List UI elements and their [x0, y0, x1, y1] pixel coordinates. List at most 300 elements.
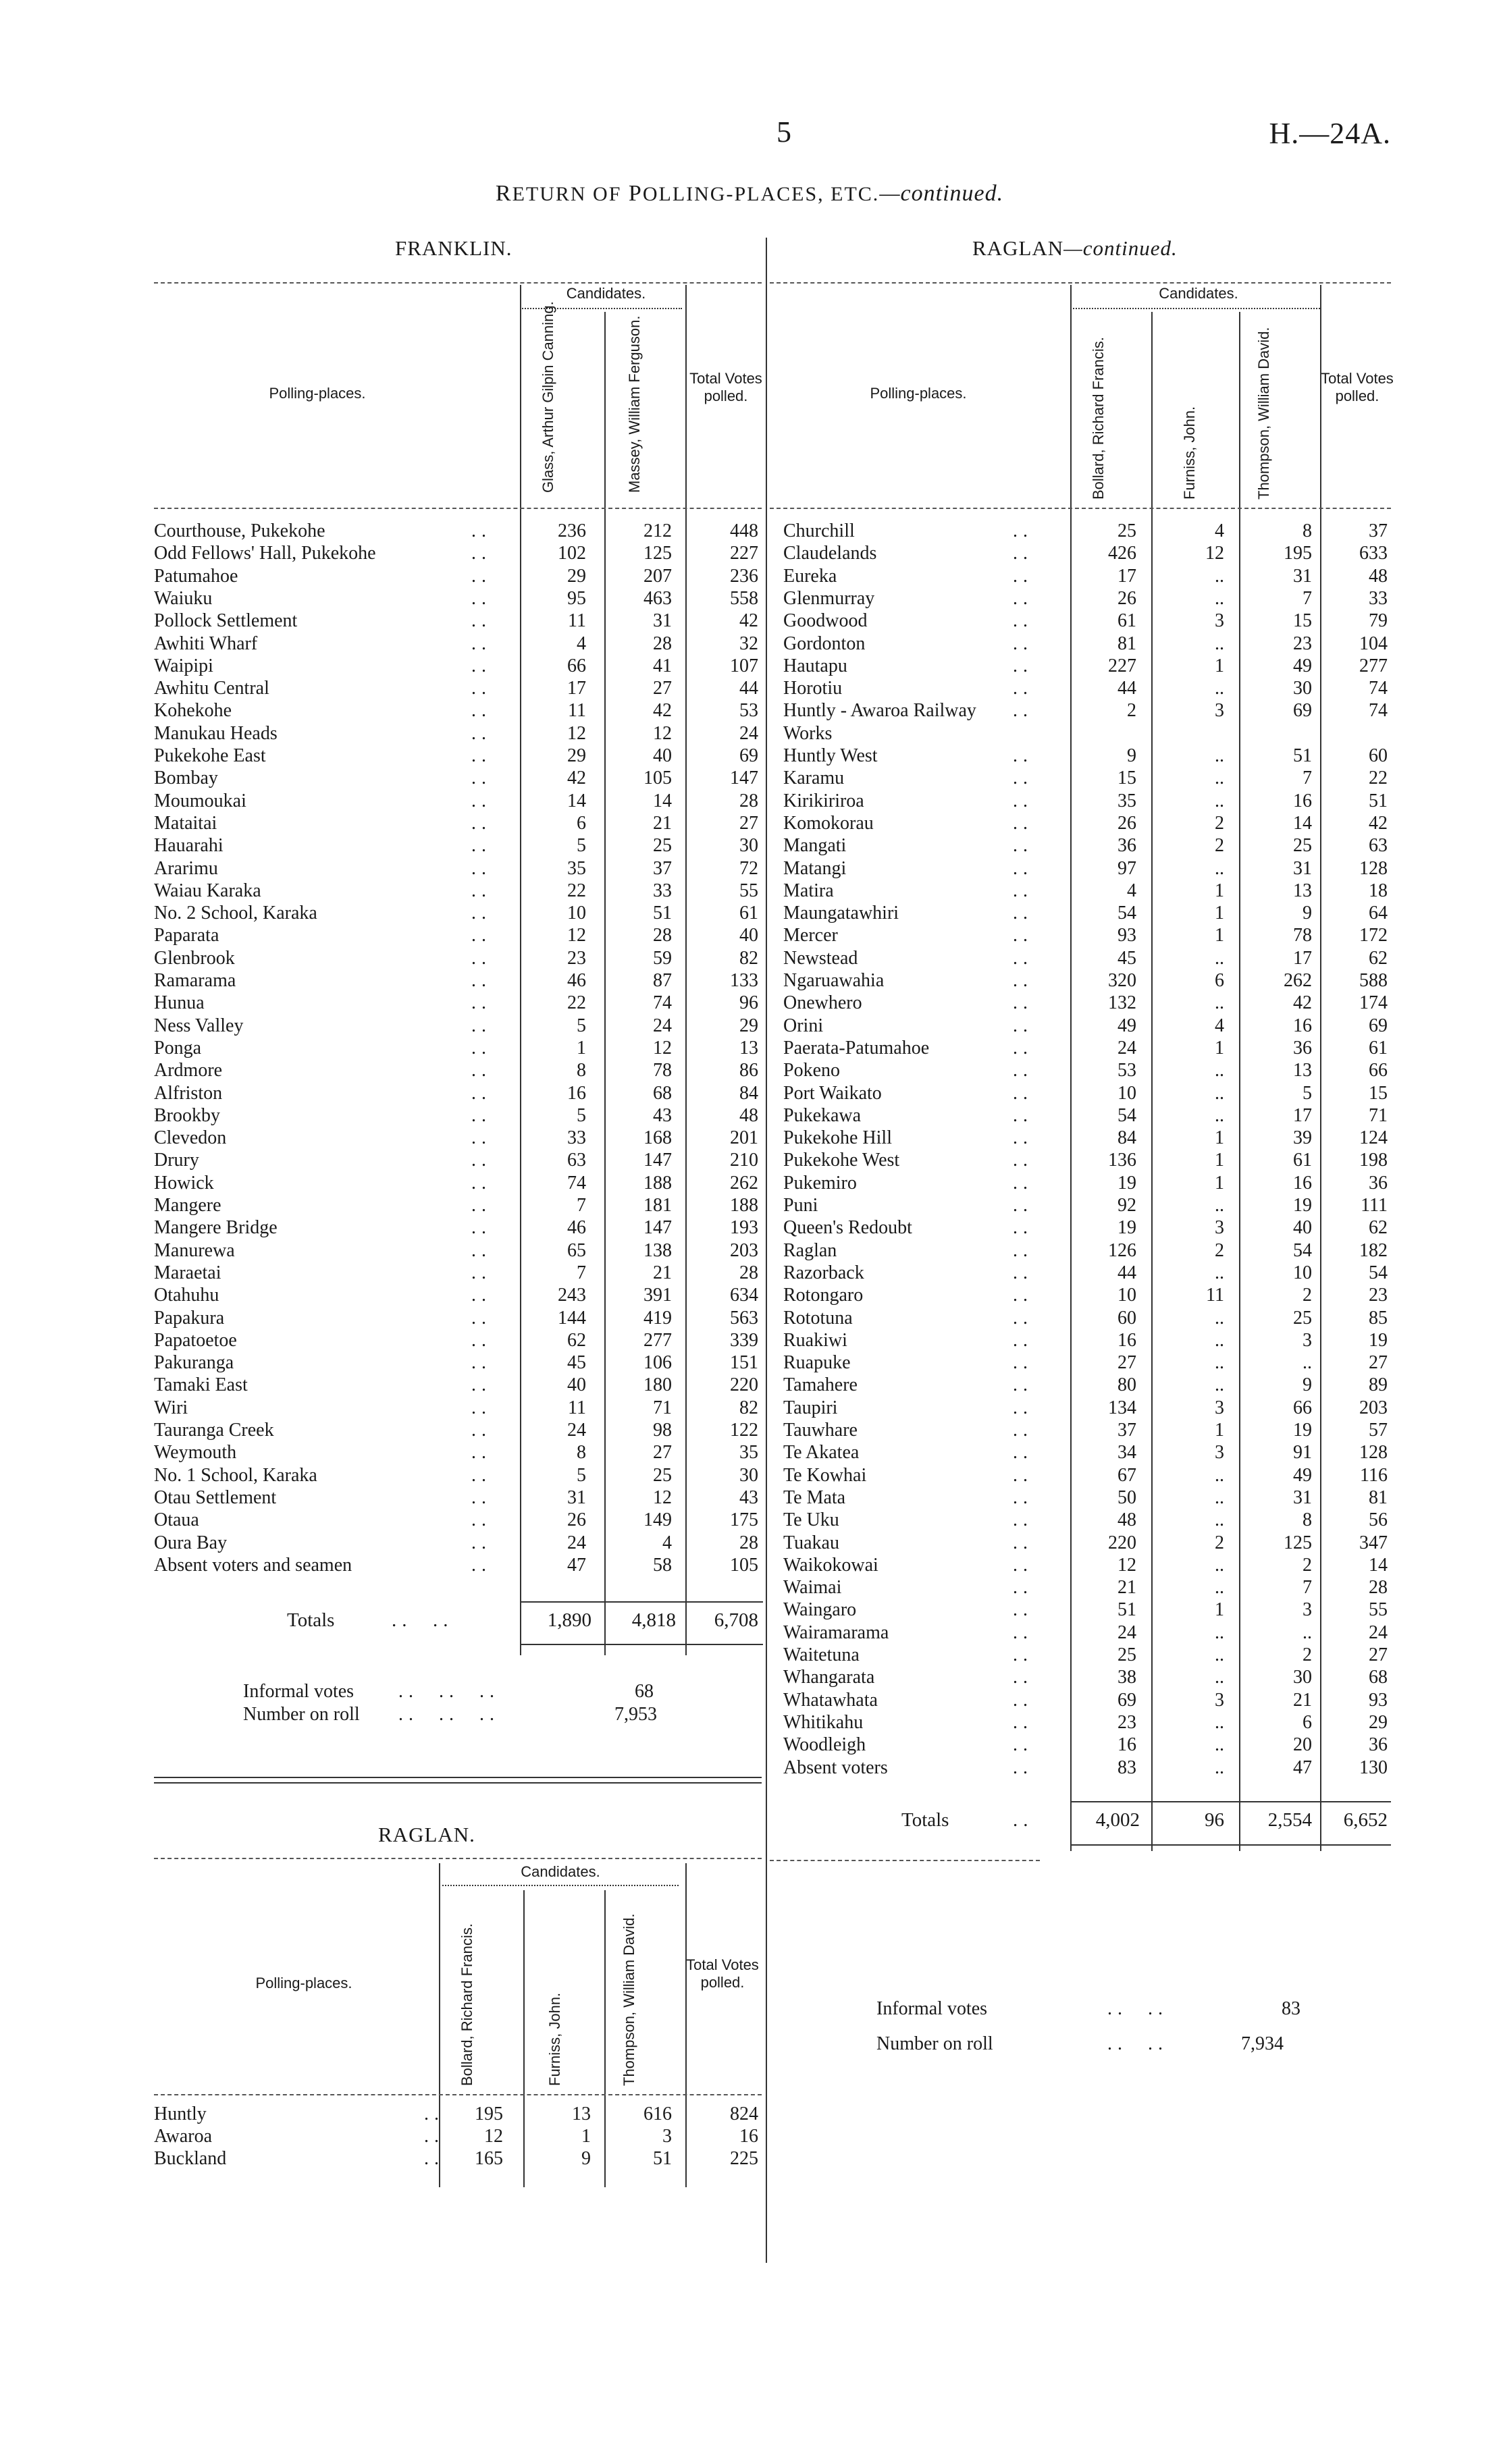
raglan-cont-cell-bollard: 44 — [1117, 1262, 1136, 1283]
franklin-row — [154, 542, 762, 564]
franklin-cell-glass: 236 — [558, 520, 586, 541]
raglan-cont-cell-furniss: 1 — [1215, 1037, 1224, 1059]
franklin-row — [154, 1059, 762, 1081]
raglan-cont-cell-furniss: .. — [1215, 1464, 1224, 1486]
franklin-polling-place: Clevedon — [154, 1127, 227, 1149]
raglan-cont-row — [783, 834, 1391, 857]
raglan-cont-cell-total: 128 — [1359, 1442, 1388, 1464]
raglan-cont-cell-total: 60 — [1369, 745, 1388, 766]
raglan-cont-header-rule — [770, 508, 1391, 509]
raglan-cont-cell-thompson: 25 — [1293, 835, 1312, 857]
raglan-cont-cell-bollard: 26 — [1117, 587, 1136, 609]
franklin-cell-massey: 180 — [643, 1374, 672, 1396]
franklin-polling-place: Moumoukai — [154, 790, 246, 811]
raglan-cont-polling-place: Matira — [783, 880, 834, 901]
raglan-cont-cell-furniss: 1 — [1215, 1127, 1224, 1149]
franklin-cell-glass: 46 — [567, 970, 586, 991]
raglan-cont-cell-bollard: 24 — [1117, 1622, 1136, 1643]
raglan-cont-polling-place: Raglan — [783, 1239, 837, 1261]
raglan-cont-cell-bollard: 81 — [1117, 633, 1136, 654]
franklin-cell-total: 30 — [739, 835, 758, 857]
franklin-cell-massey: 37 — [653, 857, 672, 879]
raglan-cont-cell-total: 116 — [1360, 1464, 1388, 1486]
raglan-cont-cell-thompson: 49 — [1293, 1464, 1312, 1486]
raglan-cont-cell-furniss: .. — [1215, 1554, 1224, 1576]
franklin-polling-place: Otau Settlement — [154, 1487, 277, 1508]
raglan-cont-row — [783, 542, 1391, 564]
franklin-candidate-glass: Glass, Arthur Gilpin Canning. — [540, 301, 556, 493]
franklin-cell-massey: 181 — [643, 1195, 672, 1216]
franklin-cell-total: 188 — [730, 1195, 758, 1216]
raglan-cont-leader-dots: .. — [1013, 1060, 1033, 1081]
raglan-cont-polling-place: Tuakau — [783, 1532, 839, 1553]
raglan-cont-cell-furniss: .. — [1215, 1734, 1224, 1756]
raglan-cont-row — [783, 1509, 1391, 1531]
franklin-row — [154, 722, 762, 745]
raglan-cont-cell-furniss: .. — [1215, 1374, 1224, 1396]
raglan-cont-row — [783, 1734, 1391, 1756]
raglan-cont-totals-top-rule — [1070, 1801, 1391, 1802]
raglan-cont-cell-bollard: 34 — [1117, 1442, 1136, 1464]
raglan-cont-cell-furniss: 1 — [1215, 880, 1224, 901]
raglan-cont-cell-thompson: 2 — [1303, 1554, 1312, 1576]
raglan-cont-polling-place: Claudelands — [783, 543, 877, 564]
raglan-cont-row — [783, 1666, 1391, 1688]
raglan-cont-polling-place: Hautapu — [783, 655, 847, 676]
franklin-cell-massey: 27 — [653, 1442, 672, 1464]
franklin-leader-dots: .. — [471, 655, 492, 676]
raglan-cont-cell-bollard: 54 — [1117, 1104, 1136, 1126]
franklin-polling-place: No. 1 School, Karaka — [154, 1464, 317, 1486]
raglan-cont-row — [783, 1194, 1391, 1216]
franklin-cell-massey: 419 — [643, 1307, 672, 1329]
franklin-cell-glass: 11 — [568, 1397, 586, 1418]
franklin-cell-total: 84 — [739, 1082, 758, 1104]
raglan-cont-cell-total: 68 — [1369, 1667, 1388, 1688]
franklin-leader-dots: .. — [471, 1442, 492, 1464]
raglan-cont-cell-bollard: 25 — [1117, 520, 1136, 541]
raglan-cont-cell-thompson: 78 — [1293, 925, 1312, 946]
franklin-cell-massey: 98 — [653, 1420, 672, 1441]
franklin-cell-total: 61 — [739, 903, 758, 924]
raglan-cont-cell-furniss: .. — [1215, 1622, 1224, 1643]
raglan-cont-polling-place: Tamahere — [783, 1374, 858, 1396]
raglan-cell-thompson: 51 — [653, 2148, 672, 2169]
raglan-cont-leader-dots: .. — [1013, 1397, 1033, 1418]
franklin-leader-dots: .. — [471, 1150, 492, 1171]
raglan-cont-cell-furniss: .. — [1215, 1509, 1224, 1531]
raglan-cont-cell-total: 62 — [1369, 1217, 1388, 1239]
franklin-row — [154, 1149, 762, 1171]
raglan-cont-cell-furniss: 12 — [1205, 543, 1224, 564]
raglan-cont-total-thompson: 2,554 — [1267, 1809, 1312, 1831]
raglan-cont-cell-thompson: .. — [1303, 1622, 1312, 1643]
raglan-cont-leader-dots: .. — [1013, 1711, 1033, 1733]
franklin-polling-place: Alfriston — [154, 1082, 223, 1104]
raglan-cont-cell-thompson: 36 — [1293, 1037, 1312, 1059]
franklin-roll-label: Number on roll — [243, 1704, 360, 1725]
franklin-cell-glass: 65 — [567, 1239, 586, 1261]
raglan-cont-cell-thompson: .. — [1303, 1352, 1312, 1374]
raglan-cont-polling-place: Pukekawa — [783, 1104, 862, 1126]
franklin-polling-place: Mangere Bridge — [154, 1217, 278, 1239]
franklin-cell-total: 55 — [739, 880, 758, 901]
raglan-cont-leader-dots: .. — [1013, 1734, 1033, 1756]
raglan-cont-row — [783, 1104, 1391, 1127]
raglan-cont-cell-total: 174 — [1359, 992, 1388, 1014]
raglan-cont-leader-dots: .. — [1013, 812, 1033, 834]
raglan-cont-cell-furniss: .. — [1215, 947, 1224, 969]
franklin-leader-dots: .. — [471, 1307, 492, 1329]
raglan-cont-cell-furniss: .. — [1215, 1329, 1224, 1351]
raglan-cont-total-bollard: 4,002 — [1095, 1809, 1140, 1831]
franklin-candidates-header: Candidates. — [566, 285, 646, 302]
franklin-polling-place: Patumahoe — [154, 565, 238, 587]
franklin-roll-value: 7,953 — [614, 1704, 657, 1725]
raglan-cont-cell-total: 54 — [1369, 1262, 1388, 1283]
raglan-cont-cell-total: 33 — [1369, 587, 1388, 609]
franklin-leader-dots: .. — [471, 1127, 492, 1149]
raglan-cont-cell-furniss: .. — [1215, 790, 1224, 811]
franklin-cell-glass: 243 — [558, 1285, 586, 1306]
raglan-cont-cell-furniss: 11 — [1206, 1285, 1224, 1306]
raglan-cont-polling-place: Goodwood — [783, 610, 868, 632]
raglan-cell-total: 824 — [730, 2104, 758, 2124]
raglan-cont-cell-bollard: 44 — [1117, 678, 1136, 699]
franklin-cell-glass: 8 — [577, 1442, 586, 1464]
raglan-candidates-rule — [439, 1885, 679, 1886]
raglan-leader-dots: .. — [424, 2104, 444, 2124]
raglan-cell-bollard: 195 — [475, 2104, 503, 2124]
franklin-row — [154, 1307, 762, 1329]
franklin-cell-massey: 138 — [643, 1239, 672, 1261]
raglan-candidates-header: Candidates. — [521, 1863, 600, 1880]
franklin-cell-glass: 5 — [577, 1464, 586, 1486]
raglan-cont-row — [783, 1059, 1391, 1081]
raglan-cont-cell-bollard: 220 — [1108, 1532, 1136, 1553]
raglan-cont-cell-total: 111 — [1361, 1195, 1388, 1216]
raglan-cont-total-furniss: 96 — [1205, 1809, 1224, 1831]
raglan-cont-polling-place: Works — [783, 722, 833, 744]
franklin-cell-glass: 7 — [577, 1262, 586, 1283]
raglan-cont-cell-total: 347 — [1359, 1532, 1388, 1553]
franklin-row — [154, 1509, 762, 1531]
raglan-cont-cell-bollard: 15 — [1117, 768, 1136, 789]
raglan-cont-leader-dots: .. — [1013, 768, 1033, 789]
franklin-polling-place: Weymouth — [154, 1442, 237, 1464]
franklin-leader-dots: .. — [471, 587, 492, 609]
raglan-cont-cell-thompson: 69 — [1293, 700, 1312, 722]
raglan-cont-row — [783, 1262, 1391, 1284]
raglan-cont-cell-thompson: 16 — [1293, 1172, 1312, 1194]
franklin-candidate-massey: Massey, William Ferguson. — [626, 315, 643, 493]
franklin-row — [154, 992, 762, 1014]
franklin-cell-glass: 35 — [567, 857, 586, 879]
raglan-cont-cell-bollard: 426 — [1108, 543, 1136, 564]
raglan-cont-cell-total: 36 — [1369, 1172, 1388, 1194]
franklin-header-rule — [154, 508, 762, 509]
franklin-leader-dots: .. — [471, 947, 492, 969]
franklin-cell-massey: 25 — [653, 1464, 672, 1486]
raglan-cont-row — [783, 1351, 1391, 1374]
raglan-cont-cell-furniss: 3 — [1215, 1217, 1224, 1239]
raglan-cont-cell-total: 93 — [1369, 1689, 1388, 1711]
franklin-cell-total: 175 — [730, 1509, 758, 1531]
raglan-cont-cell-thompson: 7 — [1303, 1577, 1312, 1599]
raglan-cont-row — [783, 1127, 1391, 1149]
franklin-end-rule-2 — [154, 1782, 762, 1784]
raglan-cont-cell-furniss: .. — [1215, 587, 1224, 609]
franklin-leader-dots: .. — [471, 903, 492, 924]
raglan-cont-row — [783, 947, 1391, 969]
franklin-cell-massey: 74 — [653, 992, 672, 1014]
raglan-cont-cell-thompson: 8 — [1303, 520, 1312, 541]
raglan-cont-informal-dots: .. .. — [1107, 1998, 1168, 2019]
raglan-candidate-furniss: Furniss, John. — [546, 1992, 563, 2086]
raglan-cont-leader-dots: .. — [1013, 1644, 1033, 1665]
raglan-cont-cell-total: 55 — [1369, 1599, 1388, 1621]
raglan-cont-title-suffix: —continued. — [1063, 236, 1178, 260]
franklin-cell-total: 151 — [730, 1352, 758, 1374]
raglan-cont-cell-bollard: 27 — [1117, 1352, 1136, 1374]
raglan-cont-cell-bollard: 320 — [1108, 970, 1136, 991]
raglan-cont-cell-total: 14 — [1369, 1554, 1388, 1576]
raglan-cont-cell-total: 24 — [1369, 1622, 1388, 1643]
raglan-cont-polling-place: Wairamarama — [783, 1622, 889, 1643]
franklin-polling-place: Otahuhu — [154, 1285, 219, 1306]
raglan-cont-leader-dots: .. — [1013, 1374, 1033, 1396]
raglan-cont-top-rule — [770, 282, 1391, 284]
franklin-informal-value: 68 — [635, 1681, 654, 1702]
raglan-cont-roll-label: Number on roll — [876, 2033, 993, 2054]
franklin-leader-dots: .. — [471, 1397, 492, 1418]
franklin-totals-bottom-rule — [520, 1644, 763, 1645]
raglan-cont-row — [783, 655, 1391, 677]
franklin-cell-total: 133 — [730, 970, 758, 991]
franklin-cell-massey: 42 — [653, 700, 672, 722]
franklin-row — [154, 1239, 762, 1262]
raglan-cont-cell-thompson: 40 — [1293, 1217, 1312, 1239]
franklin-leader-dots: .. — [471, 1487, 492, 1508]
raglan-cont-cell-furniss: 3 — [1215, 700, 1224, 722]
franklin-cell-glass: 31 — [567, 1487, 586, 1508]
raglan-cont-cell-bollard: 19 — [1117, 1217, 1136, 1239]
raglan-cont-cell-furniss: 1 — [1215, 1420, 1224, 1441]
franklin-row — [154, 1262, 762, 1284]
raglan-cont-row — [783, 1622, 1391, 1644]
raglan-cont-cell-furniss: .. — [1215, 1352, 1224, 1374]
raglan-cont-cell-thompson: 9 — [1303, 1374, 1312, 1396]
franklin-cell-total: 339 — [730, 1329, 758, 1351]
raglan-cont-polling-place: Tauwhare — [783, 1420, 858, 1441]
franklin-cell-massey: 12 — [653, 722, 672, 744]
raglan-candidate-bollard: Bollard, Richard Francis. — [458, 1923, 475, 2086]
raglan-cont-cell-total: 69 — [1369, 1015, 1388, 1036]
franklin-cell-glass: 17 — [567, 678, 586, 699]
franklin-title: FRANKLIN. — [395, 236, 512, 260]
raglan-cont-polling-place: Waitetuna — [783, 1644, 860, 1665]
raglan-cont-cell-bollard: 69 — [1117, 1689, 1136, 1711]
franklin-polling-place: Pakuranga — [154, 1352, 234, 1374]
raglan-cont-cell-thompson: 39 — [1293, 1127, 1312, 1149]
raglan-cont-cell-total: 18 — [1369, 880, 1388, 901]
franklin-cell-massey: 58 — [653, 1554, 672, 1576]
franklin-cell-massey: 68 — [653, 1082, 672, 1104]
raglan-cont-polling-place: Waimai — [783, 1577, 842, 1599]
raglan-cont-leader-dots: .. — [1013, 1420, 1033, 1441]
raglan-cell-total: 225 — [730, 2148, 758, 2169]
raglan-cont-polling-place: Te Akatea — [783, 1442, 860, 1464]
raglan-polling-header: Polling-places. — [255, 1975, 352, 1991]
raglan-cont-cell-thompson: 17 — [1293, 947, 1312, 969]
franklin-cell-massey: 24 — [653, 1015, 672, 1036]
franklin-cell-total: 558 — [730, 587, 758, 609]
franklin-cell-total: 28 — [739, 1532, 758, 1553]
franklin-leader-dots: .. — [471, 1060, 492, 1081]
franklin-leader-dots: .. — [471, 633, 492, 654]
raglan-cont-cell-total: 27 — [1369, 1644, 1388, 1665]
franklin-cell-total: 96 — [739, 992, 758, 1014]
franklin-row — [154, 857, 762, 880]
franklin-cell-glass: 14 — [567, 790, 586, 811]
raglan-cont-cell-bollard: 67 — [1117, 1464, 1136, 1486]
raglan-cont-cell-furniss: 2 — [1215, 812, 1224, 834]
franklin-cell-massey: 28 — [653, 925, 672, 946]
raglan-cont-total-header: Total Votes polled. — [1321, 370, 1394, 404]
raglan-cont-leader-dots: .. — [1013, 1217, 1033, 1239]
raglan-cont-cell-bollard: 2 — [1127, 700, 1136, 722]
raglan-cont-cell-total: 588 — [1359, 970, 1388, 991]
raglan-cont-row — [783, 1464, 1391, 1487]
raglan-cont-cell-thompson: 15 — [1293, 610, 1312, 632]
raglan-cont-row — [783, 677, 1391, 699]
raglan-cont-cell-furniss: .. — [1215, 1667, 1224, 1688]
raglan-cont-cell-thompson: 7 — [1303, 768, 1312, 789]
franklin-row — [154, 767, 762, 789]
franklin-totals-top-rule — [520, 1601, 763, 1603]
raglan-cont-cell-furniss: .. — [1215, 565, 1224, 587]
raglan-cont-cell-thompson: 61 — [1293, 1150, 1312, 1171]
raglan-cont-cell-furniss: .. — [1215, 857, 1224, 879]
raglan-cont-row — [783, 587, 1391, 610]
raglan-cont-cell-furniss: .. — [1215, 1082, 1224, 1104]
franklin-polling-place: Courthouse, Pukekohe — [154, 520, 325, 541]
franklin-cell-total: 236 — [730, 565, 758, 587]
raglan-cont-polling-place: Huntly West — [783, 745, 878, 766]
raglan-cont-cell-thompson: 23 — [1293, 633, 1312, 654]
franklin-leader-dots: .. — [471, 1329, 492, 1351]
franklin-roll-dots: .. .. .. — [398, 1704, 500, 1725]
raglan-cont-cell-furniss: .. — [1215, 992, 1224, 1014]
franklin-leader-dots: .. — [471, 1217, 492, 1239]
franklin-polling-place: Absent voters and seamen — [154, 1554, 352, 1576]
franklin-cell-glass: 10 — [567, 903, 586, 924]
franklin-row — [154, 699, 762, 722]
raglan-cont-cell-furniss: .. — [1215, 1644, 1224, 1665]
raglan-cont-cell-total: 62 — [1369, 947, 1388, 969]
franklin-cell-massey: 51 — [653, 903, 672, 924]
franklin-cell-massey: 71 — [653, 1397, 672, 1418]
raglan-cont-cell-total: 104 — [1359, 633, 1388, 654]
franklin-top-rule — [154, 282, 762, 284]
raglan-cont-leader-dots: .. — [1013, 970, 1033, 991]
franklin-cell-massey: 188 — [643, 1172, 672, 1194]
franklin-polling-place: Mataitai — [154, 812, 217, 834]
raglan-cont-cell-bollard: 227 — [1108, 655, 1136, 676]
raglan-cont-cell-furniss: 3 — [1215, 1397, 1224, 1418]
franklin-row — [154, 565, 762, 587]
raglan-cont-polling-place: Paerata-Patumahoe — [783, 1037, 930, 1059]
franklin-cell-glass: 29 — [567, 565, 586, 587]
raglan-cont-polling-place: Whatawhata — [783, 1689, 878, 1711]
franklin-cell-massey: 14 — [653, 790, 672, 811]
franklin-leader-dots: .. — [471, 543, 492, 564]
raglan-cont-polling-place: Absent voters — [783, 1757, 888, 1778]
franklin-cell-total: 40 — [739, 925, 758, 946]
raglan-cont-polling-place: Newstead — [783, 947, 858, 969]
franklin-leader-dots: .. — [471, 1420, 492, 1441]
franklin-cell-total: 227 — [730, 543, 758, 564]
raglan-cont-title-main: RAGLAN — [972, 236, 1064, 260]
raglan-cont-cell-thompson: 19 — [1293, 1195, 1312, 1216]
raglan-cont-leader-dots: .. — [1013, 610, 1033, 632]
raglan-cont-cell-thompson: 2 — [1303, 1285, 1312, 1306]
raglan-cont-row — [783, 1532, 1391, 1554]
franklin-polling-place: Wiri — [154, 1397, 188, 1418]
franklin-polling-place: Brookby — [154, 1104, 220, 1126]
franklin-polling-place: Paparata — [154, 925, 219, 946]
raglan-cont-leader-dots: .. — [1013, 857, 1033, 879]
raglan-cont-polling-place: Whangarata — [783, 1667, 875, 1688]
raglan-cont-candidate-bollard: Bollard, Richard Francis. — [1090, 337, 1107, 500]
franklin-row — [154, 1127, 762, 1149]
franklin-cell-glass: 63 — [567, 1150, 586, 1171]
raglan-polling-place: Buckland — [154, 2148, 227, 2169]
raglan-cont-polling-place: Eureka — [783, 565, 837, 587]
franklin-cell-total: 30 — [739, 1464, 758, 1486]
franklin-cell-massey: 4 — [662, 1532, 672, 1553]
franklin-leader-dots: .. — [471, 1172, 492, 1194]
raglan-cont-informal-label: Informal votes — [876, 1998, 988, 2019]
raglan-cont-cell-thompson: 66 — [1293, 1397, 1312, 1418]
franklin-row — [154, 924, 762, 946]
raglan-cont-polling-place: Ruapuke — [783, 1352, 851, 1374]
raglan-cont-row — [783, 1329, 1391, 1351]
raglan-cont-cell-bollard: 10 — [1117, 1082, 1136, 1104]
raglan-row — [154, 2103, 762, 2125]
raglan-cont-polling-place: Pukekohe West — [783, 1150, 900, 1171]
franklin-cell-massey: 147 — [643, 1150, 672, 1171]
raglan-cont-cell-bollard: 50 — [1117, 1487, 1136, 1508]
raglan-cont-row — [783, 1441, 1391, 1464]
raglan-cont-leader-dots: .. — [1013, 1195, 1033, 1216]
raglan-leader-dots: .. — [424, 2126, 444, 2147]
raglan-cont-leader-dots: .. — [1013, 1622, 1033, 1643]
franklin-cell-total: 43 — [739, 1487, 758, 1508]
raglan-cont-row — [783, 924, 1391, 946]
raglan-cont-cell-total: 23 — [1369, 1285, 1388, 1306]
raglan-cont-leader-dots: .. — [1013, 1104, 1033, 1126]
raglan-cont-cell-total: 85 — [1369, 1307, 1388, 1329]
franklin-leader-dots: .. — [471, 1195, 492, 1216]
raglan-cont-cell-thompson: 13 — [1293, 880, 1312, 901]
raglan-cont-cell-total: 130 — [1359, 1757, 1388, 1778]
raglan-cont-polling-place: Te Kowhai — [783, 1464, 867, 1486]
raglan-cont-cell-bollard: 12 — [1117, 1554, 1136, 1576]
raglan-cont-cell-thompson: 51 — [1293, 745, 1312, 766]
raglan-cont-polling-place: Komokorau — [783, 812, 874, 834]
franklin-cell-massey: 21 — [653, 1262, 672, 1283]
